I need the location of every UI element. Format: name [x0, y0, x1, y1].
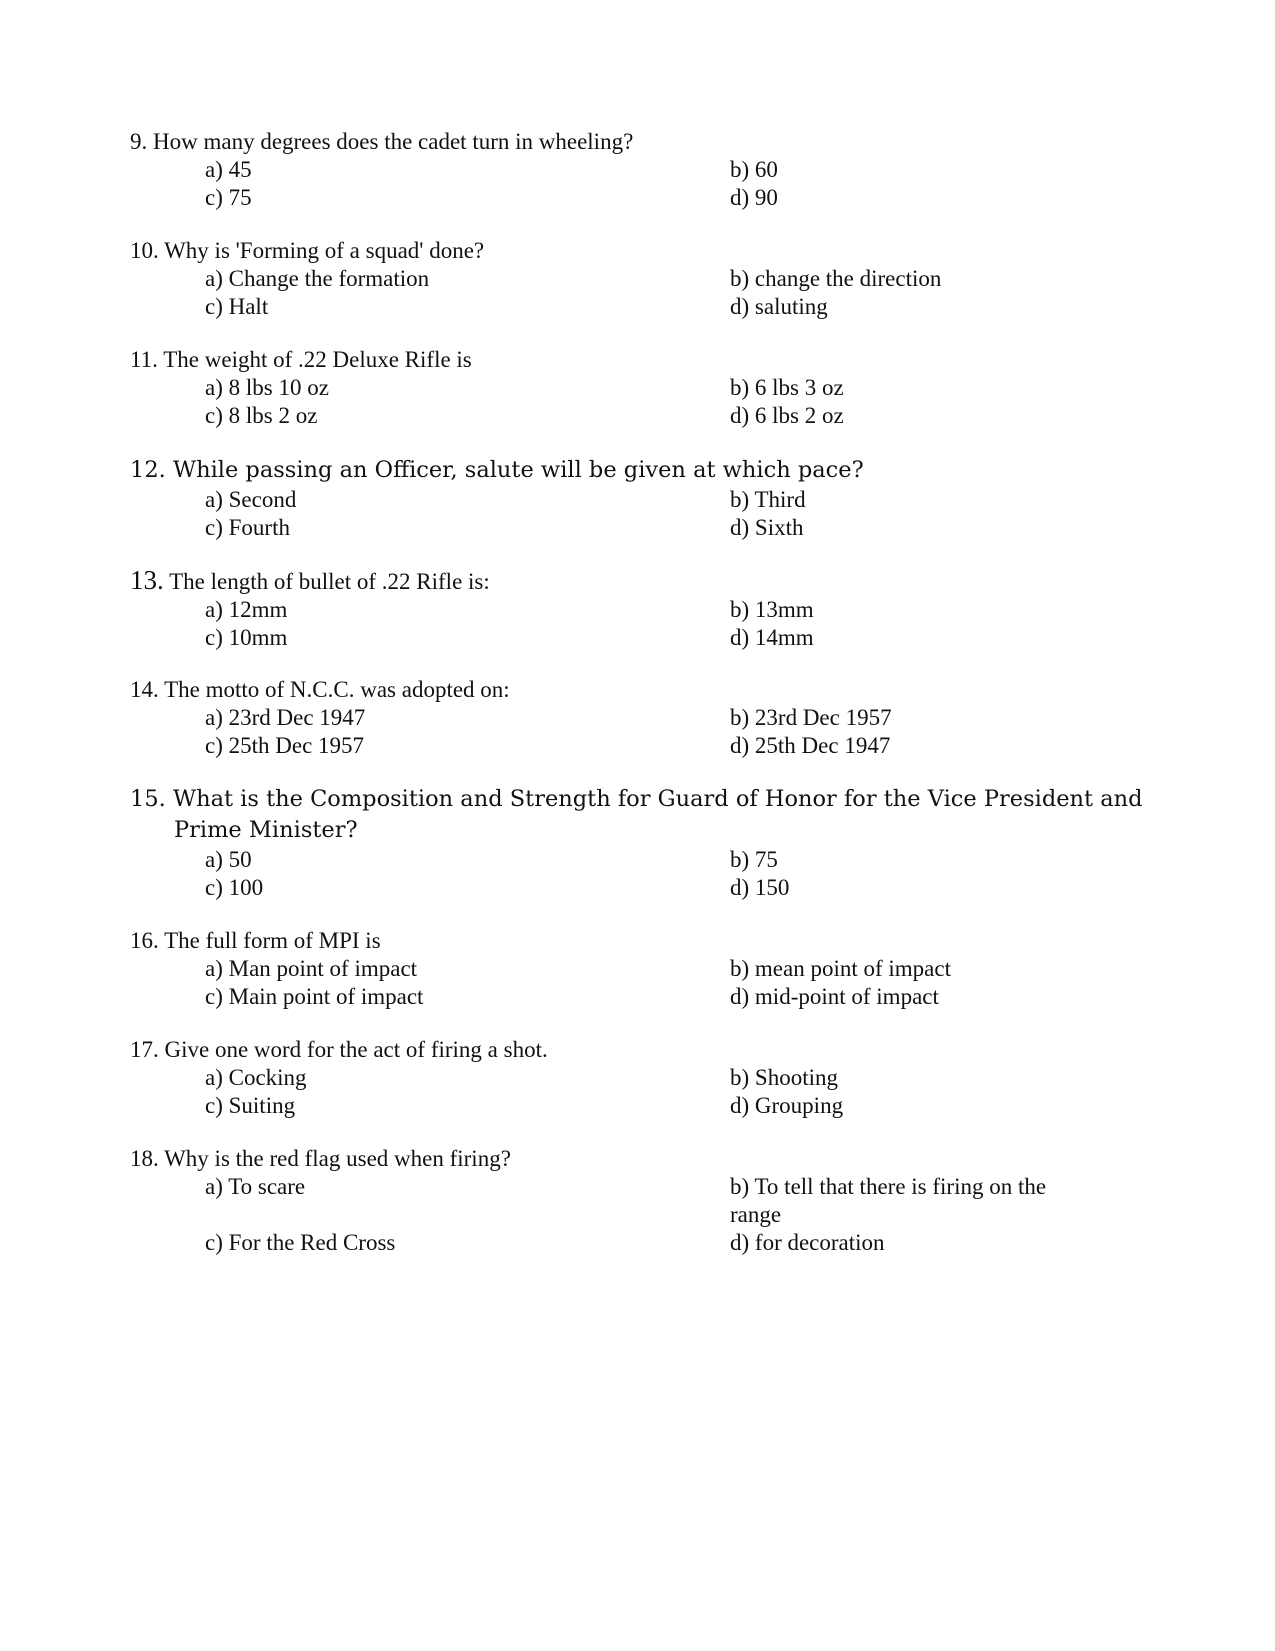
question-text: What is the Composition and Strength for Guard of Honor for the Vice President and	[172, 786, 1143, 812]
option-b: b) Shooting	[730, 1065, 838, 1090]
options-grid	[205, 596, 1130, 652]
option-a: a) Second	[205, 487, 297, 512]
question-stem	[130, 237, 1130, 265]
question-13	[130, 566, 1130, 652]
option-c: c) Suiting	[205, 1093, 296, 1118]
question-text: The motto of N.C.C. was adopted on:	[164, 677, 510, 702]
option-b: b) 6 lbs 3 oz	[730, 375, 844, 400]
options-grid	[205, 156, 1130, 212]
question-stem	[130, 455, 1130, 486]
question-stem	[130, 1036, 1130, 1064]
question-text: Give one word for the act of firing a shot.	[164, 1037, 548, 1062]
question-number: 16.	[130, 928, 159, 953]
question-11	[130, 346, 1130, 430]
question-number: 11.	[130, 347, 158, 372]
option-a: a) 12mm	[205, 597, 288, 622]
option-d: d) 150	[730, 875, 790, 900]
question-text: The length of bullet of .22 Rifle is:	[169, 569, 490, 594]
option-c: c) 75	[205, 185, 252, 210]
question-text: The full form of MPI is	[164, 928, 381, 953]
option-a: a) Change the formation	[205, 266, 430, 291]
option-a: a) 8 lbs 10 oz	[205, 375, 329, 400]
option-a: a) 23rd Dec 1947	[205, 705, 366, 730]
question-number: 10.	[130, 238, 159, 263]
option-c: c) 10mm	[205, 625, 288, 650]
question-text-continued: Prime Minister?	[174, 817, 358, 843]
option-a: a) Cocking	[205, 1065, 307, 1090]
options-grid	[205, 486, 1130, 542]
option-b: b) Third	[730, 487, 806, 512]
option-b: b) 60	[730, 157, 778, 182]
question-number: 18.	[130, 1146, 159, 1171]
question-9	[130, 128, 1130, 212]
option-d: d) saluting	[730, 294, 828, 319]
question-number: 15.	[130, 786, 166, 812]
question-stem	[130, 566, 1130, 596]
options-grid	[205, 374, 1130, 430]
options-grid	[205, 846, 1130, 902]
question-number: 12.	[130, 457, 166, 483]
question-number: 17.	[130, 1037, 159, 1062]
option-d: d) Sixth	[730, 515, 804, 540]
option-d: d) 90	[730, 185, 778, 210]
option-b: b) change the direction	[730, 266, 942, 291]
question-stem	[130, 128, 1130, 156]
question-stem	[130, 1145, 1130, 1173]
option-c: c) Fourth	[205, 515, 290, 540]
option-c: c) Main point of impact	[205, 984, 424, 1009]
option-c: c) For the Red Cross	[205, 1230, 396, 1255]
option-b: b) 13mm	[730, 597, 814, 622]
question-15	[130, 784, 1143, 902]
question-12	[130, 455, 1130, 542]
question-14	[130, 676, 1130, 760]
option-d: d) for decoration	[730, 1230, 885, 1255]
question-stem	[130, 346, 1130, 374]
option-d: d) Grouping	[730, 1093, 844, 1118]
option-c: c) 25th Dec 1957	[205, 733, 365, 758]
option-b: b) mean point of impact	[730, 956, 951, 981]
question-number: 14.	[130, 677, 159, 702]
question-stem	[130, 784, 1143, 846]
question-number: 13.	[130, 565, 164, 595]
option-a: a) 45	[205, 157, 252, 182]
option-d: d) 6 lbs 2 oz	[730, 403, 844, 428]
option-d: d) 25th Dec 1947	[730, 733, 891, 758]
options-grid	[205, 265, 1130, 321]
question-text: How many degrees does the cadet turn in wheeling?	[153, 129, 634, 154]
question-text: Why is the red flag used when firing?	[164, 1146, 511, 1171]
question-18	[130, 1145, 1130, 1257]
question-text: Why is 'Forming of a squad' done?	[164, 238, 485, 263]
options-grid	[205, 1173, 1130, 1257]
option-b: b) 23rd Dec 1957	[730, 705, 892, 730]
option-c: c) 8 lbs 2 oz	[205, 403, 318, 428]
options-grid	[205, 704, 1130, 760]
option-b: b) To tell that there is firing on the range	[730, 1174, 1047, 1227]
option-a: a) 50	[205, 847, 252, 872]
question-stem	[130, 676, 1130, 704]
question-10	[130, 237, 1130, 321]
question-number: 9.	[130, 129, 148, 154]
option-d: d) 14mm	[730, 625, 814, 650]
option-a: a) To scare	[205, 1174, 306, 1199]
question-17	[130, 1036, 1130, 1120]
option-c: c) Halt	[205, 294, 269, 319]
option-a: a) Man point of impact	[205, 956, 418, 981]
option-c: c) 100	[205, 875, 264, 900]
question-stem	[130, 927, 1130, 955]
options-grid	[205, 955, 1130, 1011]
option-b: b) 75	[730, 847, 778, 872]
question-text: While passing an Officer, salute will be given at which pace?	[172, 457, 864, 483]
option-d: d) mid-point of impact	[730, 984, 939, 1009]
question-text: The weight of .22 Deluxe Rifle is	[163, 347, 472, 372]
question-16	[130, 927, 1130, 1011]
options-grid	[205, 1064, 1130, 1120]
